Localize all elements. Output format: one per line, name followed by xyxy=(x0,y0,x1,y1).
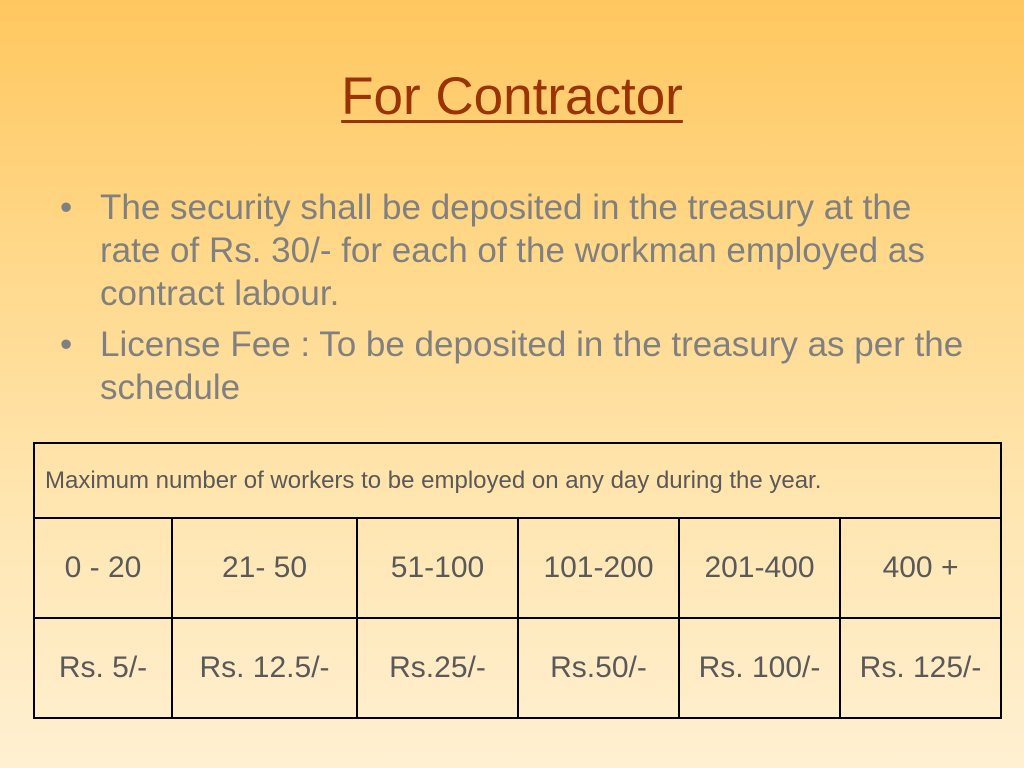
range-cell: 400 + xyxy=(840,518,1001,618)
range-cell: 51-100 xyxy=(357,518,518,618)
table-header: Maximum number of workers to be employed on any day during the year. xyxy=(34,443,1001,518)
range-cell: 201-400 xyxy=(679,518,840,618)
bullet-item-license-fee xyxy=(56,323,976,409)
fee-row xyxy=(34,618,1001,718)
fee-cell: Rs.25/- xyxy=(357,618,518,718)
bullet-marker: • xyxy=(60,188,73,227)
bullet-text-security: The security shall be deposited in the treasury at the rate of Rs. 30/- for each of the workman employed as contract labour. xyxy=(100,188,925,313)
bullet-list xyxy=(56,186,976,417)
range-cell: 0 - 20 xyxy=(34,518,172,618)
worker-range-row xyxy=(34,518,1001,618)
fee-cell: Rs. 100/- xyxy=(679,618,840,718)
license-fee-table xyxy=(33,442,1002,719)
range-cell: 101-200 xyxy=(518,518,679,618)
bullet-text-license-fee: License Fee : To be deposited in the treasury as per the schedule xyxy=(100,325,964,407)
slide-title: For Contractor xyxy=(341,67,683,126)
fee-cell: Rs.50/- xyxy=(518,618,679,718)
fee-cell: Rs. 125/- xyxy=(840,618,1001,718)
fee-cell: Rs. 12.5/- xyxy=(172,618,357,718)
range-cell: 21- 50 xyxy=(172,518,357,618)
table-header-row xyxy=(34,443,1001,518)
bullet-marker: • xyxy=(60,325,73,364)
bullet-item-security xyxy=(56,186,976,315)
fee-cell: Rs. 5/- xyxy=(34,618,172,718)
